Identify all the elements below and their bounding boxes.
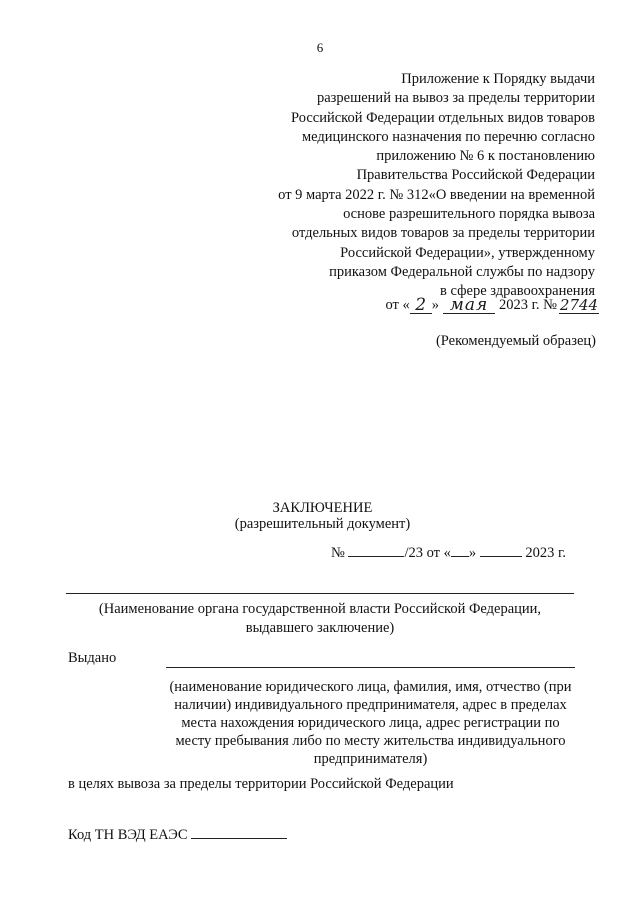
page-number: 6	[316, 40, 324, 55]
order-number-handwritten: 2744	[559, 296, 599, 314]
appendix-line: Правительства Российской Федерации	[356, 167, 595, 184]
document-number-line	[331, 544, 566, 562]
order-date-number	[385, 297, 599, 314]
appendix-line: Российской Федерации», утвержденному	[340, 244, 595, 261]
appendix-line: разрешений на вывоз за пределы территории	[316, 90, 595, 107]
appendix-line: медицинского назначения по перечню согласно	[301, 128, 595, 145]
customs-code-label: Код ТН ВЭД ЕАЭС	[68, 827, 188, 843]
order-month-handwritten: мая	[443, 297, 495, 314]
appendix-reference-block	[235, 70, 595, 302]
appendix-line: основе разрешительного порядка вывоза	[343, 206, 595, 223]
order-year: 2023 г. №	[498, 297, 557, 313]
number-blank	[348, 544, 404, 557]
customs-code-blank	[191, 826, 287, 839]
order-day-handwritten: 2	[410, 297, 432, 314]
document-title: ЗАКЛЮЧЕНИЕ	[272, 500, 373, 516]
quote-close: »	[468, 545, 477, 561]
number-year: 2023 г.	[525, 545, 566, 561]
number-sign: №	[331, 545, 345, 561]
number-slash-year: /23 от «	[404, 545, 451, 561]
appendix-line: приложению № 6 к постановлению	[376, 148, 595, 165]
appendix-line: Приложение к Порядку выдачи	[401, 71, 595, 87]
month-blank	[480, 544, 522, 557]
appendix-line: отдельных видов товаров за пределы территории	[291, 225, 595, 242]
organization-fill-line	[66, 593, 574, 594]
appendix-line: от 9 марта 2022 г. № 312«О введении на временной	[278, 186, 595, 203]
recommended-sample-note: (Рекомендуемый образец)	[435, 333, 596, 349]
document-subtitle: (разрешительный документ)	[234, 516, 411, 532]
customs-code-line	[68, 826, 287, 844]
appendix-line: приказом Федеральной службы по надзору	[329, 263, 595, 280]
issued-to-fill-line	[166, 667, 575, 668]
order-prefix: от «	[385, 297, 410, 313]
appendix-line: Российской Федерации отдельных видов товаров	[291, 109, 595, 126]
organization-caption: (Наименование органа государственной власти Российской Федерации, выдавшего заключение)	[98, 601, 542, 636]
issued-to-caption: (наименование юридического лица, фамилия, имя, отчество (при наличии) индивидуального предпринимателя, адрес в пределах места нахождения юридического лица, адрес регистрации по месту пребывания либо по месту жительства индивидуального предпринимателя)	[169, 679, 572, 767]
day-blank	[451, 544, 469, 557]
purpose-text: в целях вывоза за пределы территории Российской Федерации	[68, 776, 454, 792]
appendix-line: в сфере здравоохранения	[440, 283, 595, 300]
issued-label: Выдано	[68, 650, 117, 666]
order-quote: »	[431, 297, 439, 313]
